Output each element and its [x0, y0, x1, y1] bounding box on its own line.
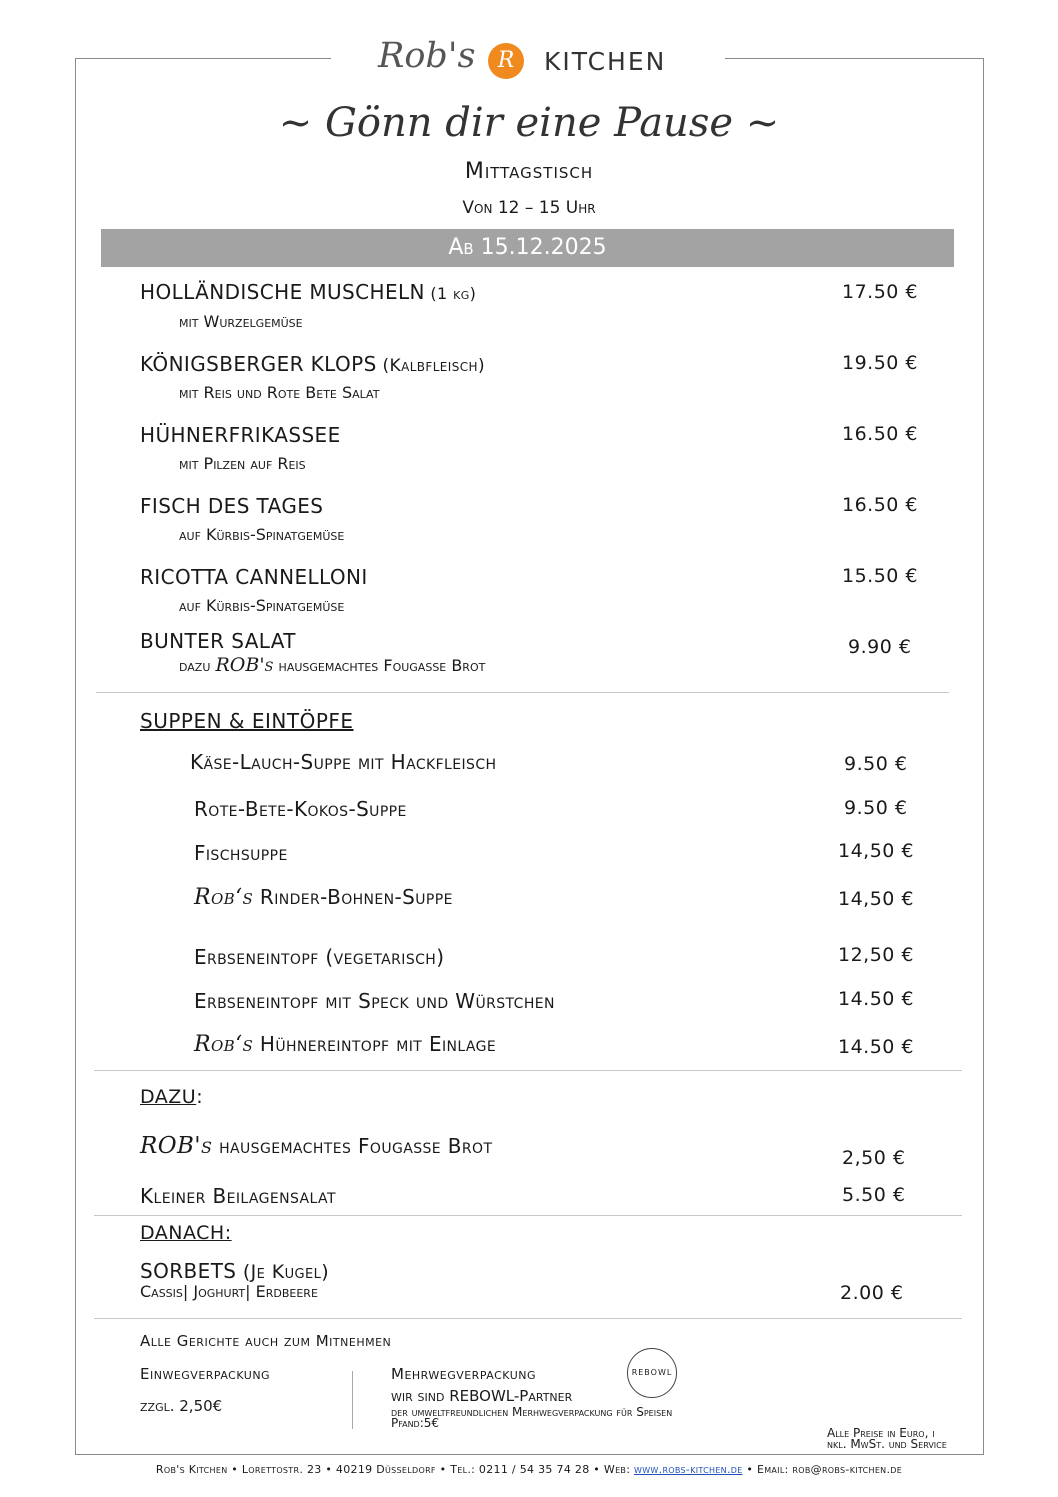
main-item-price: 19.50 € [842, 352, 919, 374]
side-price: 5.50 € [842, 1184, 906, 1206]
dessert-price: 2.00 € [840, 1282, 904, 1304]
logo-badge-icon: R [488, 43, 524, 79]
main-item-desc: auf Kürbis-Spinatgemüse [179, 596, 345, 615]
divider [94, 1318, 962, 1319]
main-item-price: 15.50 € [842, 565, 919, 587]
date-band: Ab 15.12.2025 [101, 229, 954, 267]
main-item-name: BUNTER SALAT [140, 629, 296, 653]
website-link[interactable]: www.robs-kitchen.de [634, 1463, 743, 1476]
dessert-name: SORBETS (Je Kugel) [140, 1259, 330, 1283]
main-item-name: HOLLÄNDISCHE MUSCHELN (1 kg) [140, 280, 477, 304]
soup-price: 9.50 € [844, 753, 908, 775]
single-use-price: zzgl. 2,50€ [140, 1397, 223, 1415]
soup-price: 9.50 € [844, 797, 908, 819]
side-name: ROB's hausgemachtes Fougasse Brot [140, 1133, 493, 1159]
single-use-title: Einwegverpackung [140, 1365, 271, 1383]
soups-heading: SUPPEN & EINTÖPFE [140, 709, 354, 733]
dessert-desc: Cassis| Joghurt| Erdbeere [140, 1282, 318, 1301]
main-item-desc: mit Wurzelgemüse [179, 312, 303, 331]
takeaway-divider [352, 1371, 353, 1429]
soup-name: Erbseneintopf mit Speck und Würstchen [194, 989, 555, 1013]
soup-name: Rob‘s Hühnereintopf mit Einlage [194, 1032, 497, 1057]
main-item-price: 17.50 € [842, 281, 919, 303]
reusable-title: Mehrwegverpackung [391, 1365, 536, 1383]
soup-price: 12,50 € [838, 944, 915, 966]
divider [96, 692, 949, 693]
soup-name: Erbseneintopf (vegetarisch) [194, 945, 445, 969]
opening-hours: Von 12 – 15 Uhr [462, 198, 596, 218]
frame-top-right-line [725, 58, 983, 59]
logo-kitchen: KITCHEN [544, 47, 667, 76]
dessert-heading: DANACH: [140, 1222, 232, 1244]
soup-price: 14.50 € [838, 988, 915, 1010]
main-item-name: RICOTTA CANNELLONI [140, 565, 368, 589]
main-item-desc: dazu ROB's hausgemachtes Fougasse Brot [179, 654, 486, 676]
divider [94, 1070, 962, 1071]
price-note-line1: Alle Preise in Euro, i [827, 1426, 935, 1440]
soup-name: Fischsuppe [194, 841, 288, 865]
soup-name: Käse-Lauch-Suppe mit Hackfleisch [190, 750, 497, 774]
reusable-desc: der umweltfreundlichen Merhwegverpackung für Speisen [391, 1405, 673, 1419]
soup-price: 14,50 € [838, 840, 915, 862]
subtitle: Mittagstisch [464, 159, 594, 184]
soup-price: 14,50 € [838, 888, 915, 910]
soup-name: Rote-Bete-Kokos-Suppe [194, 797, 407, 821]
reusable-partner: wir sind REBOWL-Partner [391, 1387, 573, 1405]
sides-heading: DAZU: [140, 1086, 203, 1108]
takeaway-headline: Alle Gerichte auch zum Mitnehmen [140, 1332, 392, 1350]
divider [94, 1215, 962, 1216]
main-item-desc: mit Reis und Rote Bete Salat [179, 383, 380, 402]
price-note-line2: nkl. MwSt. und Service [827, 1437, 947, 1451]
reusable-deposit: Pfand:5€ [391, 1416, 440, 1430]
side-price: 2,50 € [842, 1147, 906, 1169]
frame-top-left-line [75, 58, 331, 59]
main-item-name: HÜHNERFRIKASSEE [140, 423, 341, 447]
main-item-price: 9.90 € [848, 636, 912, 658]
main-item-desc: auf Kürbis-Spinatgemüse [179, 525, 345, 544]
main-item-name: KÖNIGSBERGER KLOPS (Kalbfleisch) [140, 352, 485, 376]
logo-robs: Rob's [378, 36, 476, 76]
headline: ~ Gönn dir eine Pause ~ [278, 100, 780, 146]
side-name: Kleiner Beilagensalat [140, 1184, 336, 1208]
main-item-desc: mit Pilzen auf Reis [179, 454, 306, 473]
soup-price: 14.50 € [838, 1036, 915, 1058]
footer: Rob's Kitchen • Lorettostr. 23 • 40219 Düsseldorf • Tel.: 0211 / 54 35 74 28 • Web: www.robs-kitchen.de • Email: rob@robs-kitchen.de [155, 1463, 903, 1476]
main-item-price: 16.50 € [842, 423, 919, 445]
main-item-price: 16.50 € [842, 494, 919, 516]
main-item-name: FISCH DES TAGES [140, 494, 324, 518]
rebowl-logo-icon: REBOWL [627, 1348, 677, 1398]
soup-name: Rob‘s Rinder-Bohnen-Suppe [194, 885, 453, 910]
